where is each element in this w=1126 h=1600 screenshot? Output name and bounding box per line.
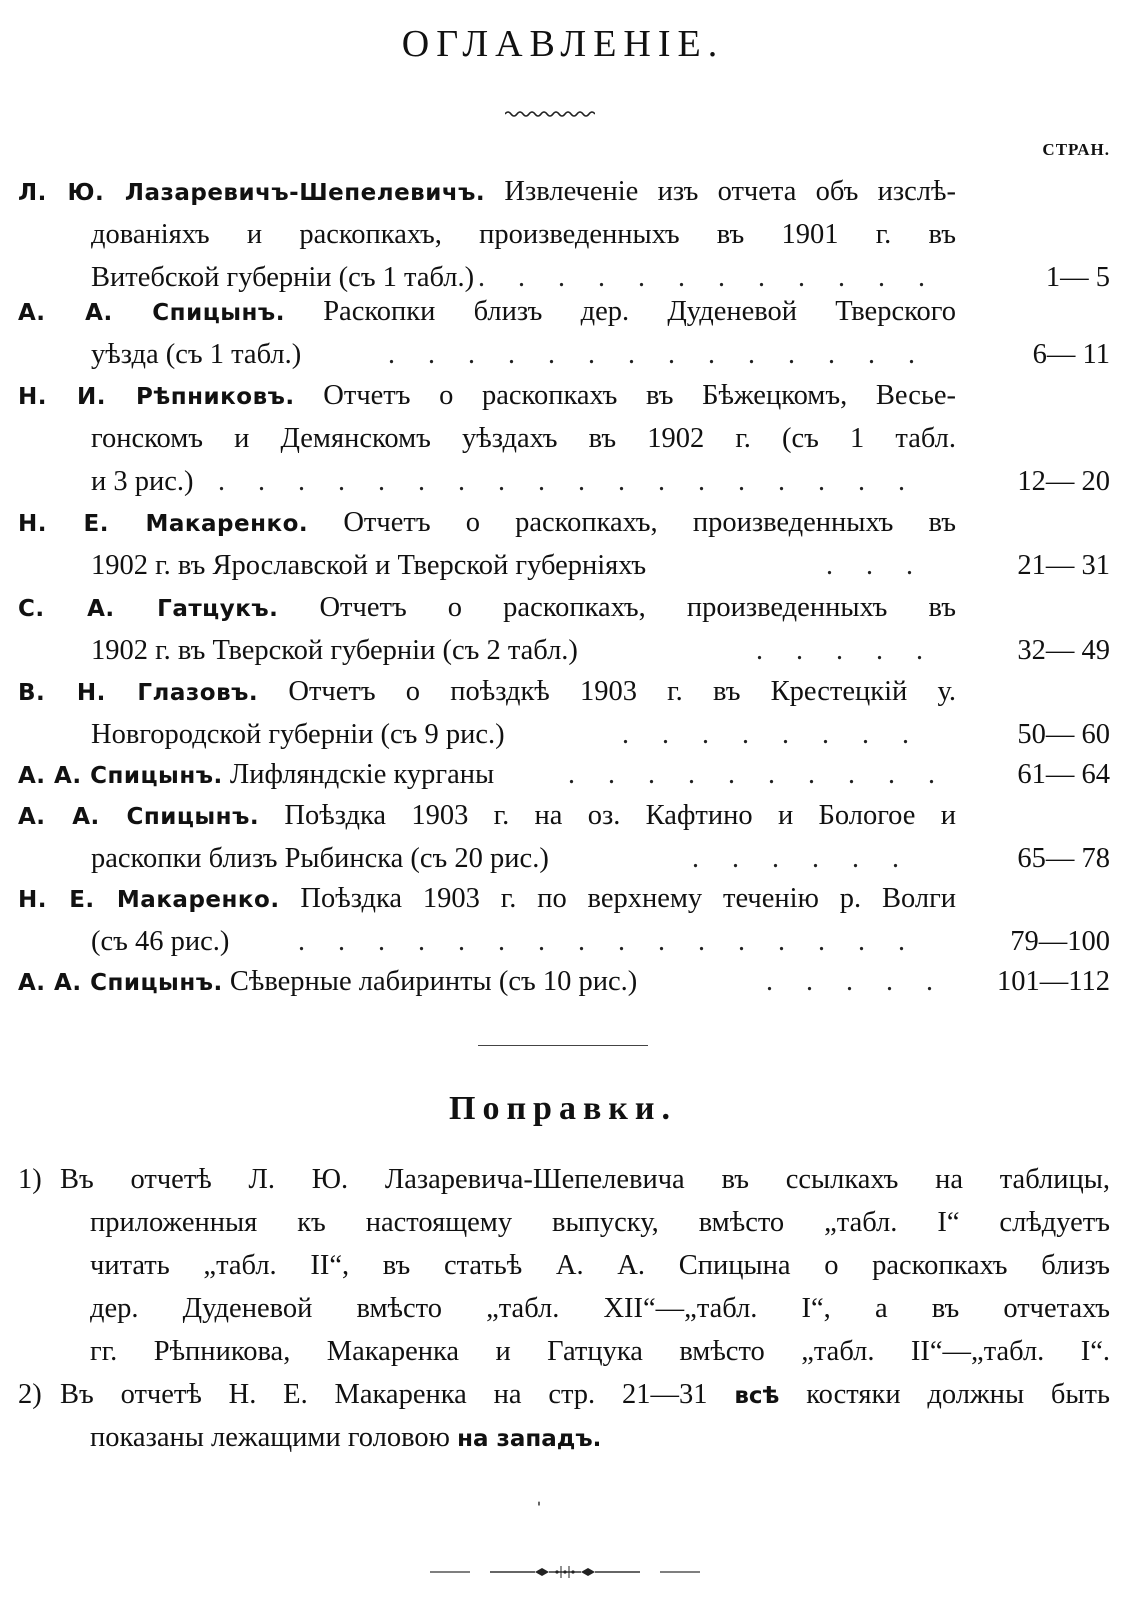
toc-author: Н. Е. Макаренко.: [18, 887, 280, 913]
toc-entry-line: [18, 172, 956, 212]
toc-title-text: уѣзда (съ 1 табл.): [91, 339, 302, 370]
toc-author: Н. И. Рѣпниковъ.: [18, 384, 295, 410]
toc-author: С. А. Гатцукъ.: [18, 596, 279, 622]
toc-title-text: Извлеченіе изъ отчета объ изслѣ-: [504, 176, 956, 207]
toc-pages: 101—112: [997, 966, 1110, 997]
page-title: ОГЛАВЛЕНІЕ.: [401, 23, 725, 65]
dot-leader: . . . . . . . .: [622, 719, 922, 750]
toc-entry-line: [18, 755, 494, 795]
toc-pages: 79—100: [1010, 926, 1110, 957]
toc-entry-line: [18, 503, 956, 543]
section-divider: [478, 1045, 648, 1046]
toc-entry-line: [18, 962, 637, 1002]
toc-title-text: дованіяхъ и раскопкахъ, произведенныхъ въ 1901 г. въ: [91, 219, 956, 250]
dot-leader: . . . . . .: [692, 843, 912, 874]
correction-text: показаны лежащими головою: [90, 1422, 450, 1453]
toc-entry-line: [18, 376, 956, 416]
correction-emphasis: всѣ: [734, 1383, 780, 1409]
dot-leader: . . . . .: [766, 966, 946, 997]
correction-line: дер. Дуденевой вмѣсто „табл. XII“—„табл. I“, а въ отчетахъ: [90, 1293, 1110, 1324]
correction-text: Въ отчетѣ Н. Е. Макаренка на стр. 21—31: [60, 1379, 708, 1410]
toc-entry-line: [18, 672, 956, 712]
toc-title-text: Новгородской губерніи (съ 9 рис.): [91, 719, 505, 750]
toc-author: А. А. Спицынъ.: [18, 763, 223, 789]
toc-title-text: Отчетъ о раскопкахъ, произведенныхъ въ: [343, 507, 957, 538]
toc-pages: 6— 11: [1032, 339, 1110, 370]
correction-line: читать „табл. II“, въ статьѣ А. А. Спицына о раскопкахъ близъ: [90, 1250, 1110, 1281]
correction-line: [60, 1375, 1110, 1415]
toc-title-text: Отчетъ о раскопкахъ, произведенныхъ въ: [319, 592, 956, 623]
correction-number: 2): [18, 1379, 42, 1410]
dot-leader: . . . . .: [756, 635, 936, 666]
dot-leader: . . . . . . . . . .: [568, 759, 948, 790]
toc-title-text: 1902 г. въ Ярославской и Тверской губерніяхъ: [91, 550, 647, 581]
correction-line: Въ отчетѣ Л. Ю. Лазаревича-Шепелевича въ ссылкахъ на таблицы,: [60, 1164, 1110, 1195]
toc-title-text: Отчетъ о раскопкахъ въ Бѣжецкомъ, Весье-: [323, 380, 956, 411]
toc-author: А. А. Спицынъ.: [18, 970, 223, 996]
correction-line: приложенныя къ настоящему выпуску, вмѣсто „табл. I“ слѣдуетъ: [90, 1207, 1110, 1238]
toc-author: Л. Ю. Лазаревичъ-Шепелевичъ.: [18, 180, 486, 206]
correction-emphasis: на западъ.: [457, 1426, 602, 1452]
toc-entry-line: [18, 796, 956, 836]
toc-pages: 61— 64: [1017, 759, 1110, 790]
toc-title-text: Раскопки близъ дер. Дуденевой Тверского: [323, 296, 956, 327]
toc-pages: 12— 20: [1017, 466, 1110, 497]
toc-title-text: раскопки близъ Рыбинска (съ 20 рис.): [91, 843, 549, 874]
toc-author: А. А. Спицынъ.: [18, 804, 260, 830]
dot-leader: . . . . . . . . . . . . . . . .: [298, 926, 918, 957]
title-wavy-rule: [505, 108, 595, 120]
stray-mark: ˌ: [535, 1480, 543, 1506]
corrections-title: Поправки.: [449, 1090, 677, 1127]
toc-author: Н. Е. Макаренко.: [18, 511, 309, 537]
bottom-ornament: [430, 1560, 700, 1584]
toc-title-text: Витебской губерніи (съ 1 табл.): [91, 262, 475, 293]
toc-title-text: Сѣверные лабиринты (съ 10 рис.): [229, 966, 638, 997]
dot-leader: . . .: [826, 550, 926, 581]
dot-leader: . . . . . . . . . . . .: [478, 262, 938, 293]
correction-line: [90, 1418, 601, 1458]
toc-title-text: (съ 46 рис.): [91, 926, 230, 957]
correction-number: 1): [18, 1164, 42, 1195]
toc-author: В. Н. Глазовъ.: [18, 680, 259, 706]
toc-title-text: Лифляндскіе курганы: [229, 759, 495, 790]
toc-pages: 32— 49: [1017, 635, 1110, 666]
toc-author: А. А. Спицынъ.: [18, 300, 285, 326]
toc-pages: 50— 60: [1017, 719, 1110, 750]
toc-title-text: Поѣздка 1903 г. по верхнему теченію р. Волги: [300, 883, 957, 914]
toc-entry-line: [18, 292, 956, 332]
dot-leader: . . . . . . . . . . . . . .: [388, 339, 928, 370]
toc-pages: 65— 78: [1017, 843, 1110, 874]
page-column-header: СТРАН.: [1042, 140, 1110, 159]
toc-title-text: Отчетъ о поѣздкѣ 1903 г. въ Крестецкій у.: [288, 676, 956, 707]
toc-pages: 1— 5: [1045, 262, 1110, 293]
toc-title-text: 1902 г. въ Тверской губерніи (съ 2 табл.): [91, 635, 578, 666]
toc-entry-line: [18, 879, 956, 919]
toc-title-text: Поѣздка 1903 г. на оз. Кафтино и Бологое и: [284, 800, 956, 831]
correction-text: костяки должны быть: [806, 1379, 1111, 1410]
toc-entry-line: [18, 588, 956, 628]
toc-pages: 21— 31: [1017, 550, 1110, 581]
dot-leader: . . . . . . . . . . . . . . . . . .: [218, 466, 918, 497]
toc-title-text: и 3 рис.): [91, 466, 194, 497]
toc-title-text: гонскомъ и Демянскомъ уѣздахъ въ 1902 г. (съ 1 табл.: [91, 423, 956, 454]
correction-line: гг. Рѣпникова, Макаренка и Гатцука вмѣсто „табл. II“—„табл. I“.: [90, 1336, 1110, 1367]
